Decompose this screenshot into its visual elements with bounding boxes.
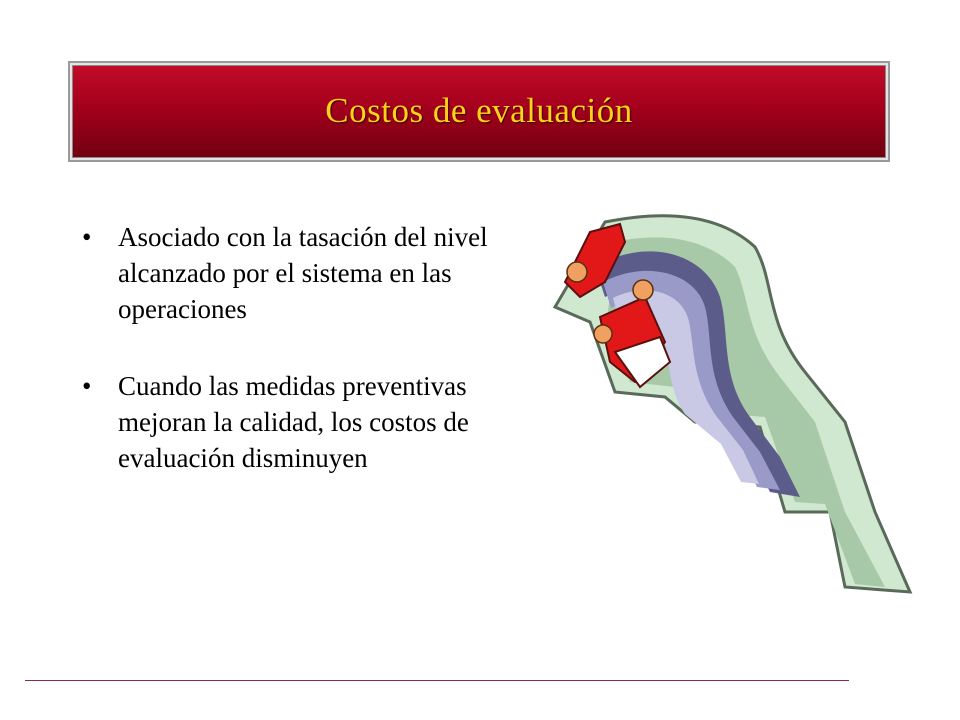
bullet-item <box>78 368 548 476</box>
bullet-list <box>78 219 548 517</box>
stair-climbing-book-clipart-icon <box>545 212 925 607</box>
bullet-symbol: • <box>82 371 92 401</box>
hand-shape <box>633 280 653 300</box>
bullet-text: Asociado con la tasación del nivel alcanzado por el sistema en las operaciones <box>118 222 488 324</box>
hand-shape <box>594 325 612 343</box>
slide-title: Costos de evaluación <box>325 91 633 130</box>
bullet-item <box>78 219 548 327</box>
bullet-text: Cuando las medidas preventivas mejoran la calidad, los costos de evaluación disminuyen <box>118 371 469 473</box>
footer-divider <box>25 680 849 681</box>
hand-shape <box>567 262 587 282</box>
bullet-symbol: • <box>82 222 92 252</box>
slide-title-bar <box>68 61 890 162</box>
